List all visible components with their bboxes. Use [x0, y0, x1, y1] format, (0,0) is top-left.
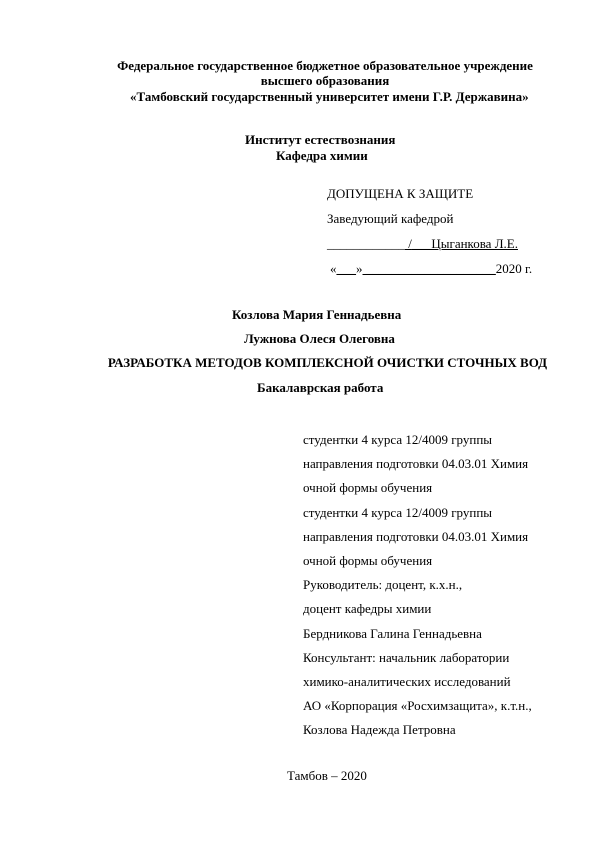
details-line: доцент кафедры химии	[303, 601, 432, 617]
author-1: Козлова Мария Геннадьевна	[232, 307, 402, 322]
institution-line-1: Федеральное государственное бюджетное образовательное учреждение	[117, 58, 533, 73]
department-name: Кафедра химии	[276, 148, 368, 163]
work-title: РАЗРАБОТКА МЕТОДОВ КОМПЛЕКСНОЙ ОЧИСТКИ СТОЧНЫХ ВОД	[107, 355, 548, 370]
signature-separator: /	[405, 236, 412, 251]
details-line: Бердникова Галина Геннадьевна	[303, 625, 482, 641]
institution-line-2: высшего образования	[260, 73, 390, 88]
details-line: очной формы обучения	[303, 480, 433, 496]
date-year: 2020 г.	[495, 261, 533, 276]
details-line: студентки 4 курса 12/4009 группы	[303, 432, 493, 447]
signature-blank: ____________	[327, 236, 405, 251]
date-close-quote: »	[356, 261, 363, 276]
date-open-quote: «	[330, 261, 337, 276]
approval-signature-line	[327, 236, 518, 252]
date-day-blank: ___	[336, 261, 356, 276]
details-line: Козлова Надежда Петровна	[303, 722, 456, 738]
approval-head-label: Заведующий кафедрой	[327, 211, 454, 226]
date-month-blank: ____________________	[362, 261, 496, 276]
details-line: Консультант: начальник лаборатории	[303, 649, 510, 665]
author-2: Лужнова Олеся Олеговна	[244, 331, 395, 346]
institute-name: Институт естествознания	[245, 132, 396, 147]
signature-name: ___Цыганкова Л.Е.	[411, 236, 518, 251]
details-line: направления подготовки 04.03.01 Химия	[303, 456, 529, 472]
approval-title: ДОПУЩЕНА К ЗАЩИТЕ	[327, 186, 474, 201]
approval-date-line	[330, 261, 532, 277]
details-line: очной формы обучения	[303, 553, 433, 569]
details-line: направления подготовки 04.03.01 Химия	[303, 528, 529, 544]
details-line: АО «Корпорация «Росхимзащита», к.т.н.,	[303, 698, 532, 714]
institution-line-3: «Тамбовский государственный университет имени Г.Р. Державина»	[130, 89, 529, 104]
details-line: химико-аналитических исследований	[303, 674, 511, 690]
details-line: студентки 4 курса 12/4009 группы	[303, 504, 493, 520]
details-block	[303, 428, 532, 743]
details-line: Руководитель: доцент, к.х.н.,	[303, 577, 463, 593]
footer-city-year: Тамбов – 2020	[287, 768, 367, 783]
work-type: Бакалаврская работа	[257, 380, 384, 395]
